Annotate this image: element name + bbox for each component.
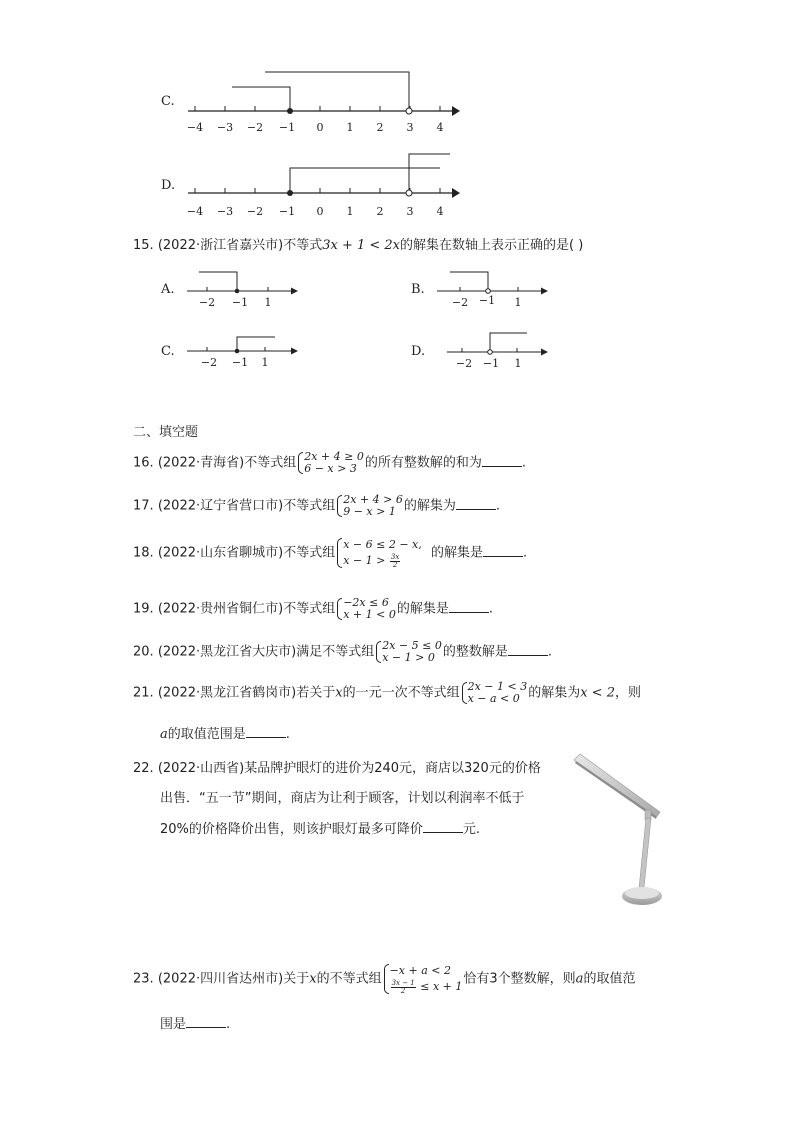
svg-text:1: 1 xyxy=(514,296,522,308)
svg-text:4: 4 xyxy=(436,205,444,218)
svg-text:−1: −1 xyxy=(278,205,296,218)
question-21-line-2 xyxy=(160,723,290,742)
variable-a: a xyxy=(160,727,168,742)
question-text-end: 的解集在数轴上表示正确的是( ) xyxy=(400,238,584,253)
question-number: 15. xyxy=(133,238,154,253)
question-22-line-2: 出售．“五一节”期间，商店为让利于顾客，计划以利润率不低于 xyxy=(160,791,525,806)
question-source: (2022·青海省) xyxy=(157,455,245,471)
answer-blank[interactable] xyxy=(456,497,496,510)
question-18 xyxy=(133,537,527,569)
svg-text:−2: −2 xyxy=(198,296,216,308)
question-text-end: 的所有整数解的和为 xyxy=(364,455,482,471)
question-text-end: 恰有3个整数解，则 xyxy=(463,971,576,987)
svg-text:−3: −3 xyxy=(216,205,234,218)
question-text: 关于 xyxy=(283,971,310,987)
answer-blank[interactable] xyxy=(483,544,523,557)
inequality-system: −2x ≤ 6 x + 1 < 0 xyxy=(336,597,396,621)
variable-a: a xyxy=(575,971,584,987)
question-text: 的取值范围是 xyxy=(167,727,246,742)
answer-blank[interactable] xyxy=(449,600,489,613)
inequality-system: 2x − 1 < 3 x − a < 0 xyxy=(461,681,528,705)
svg-text:0: 0 xyxy=(316,121,324,134)
q15-option-c-number-line xyxy=(185,330,305,370)
tick-labels xyxy=(187,205,444,218)
question-text-tail: 的取值范 xyxy=(583,971,636,987)
q15-option-c-label: C. xyxy=(161,344,175,359)
question-16 xyxy=(133,451,526,475)
question-text-mid: 的一元一次不等式组 xyxy=(342,685,460,701)
inequality-system: 2x − 5 ≤ 0 x − 1 > 0 xyxy=(375,640,442,664)
region-left xyxy=(290,168,440,193)
question-number: 18. xyxy=(133,545,154,561)
svg-text:0: 0 xyxy=(316,205,324,218)
period: . xyxy=(523,545,528,561)
question-text: 不等式组 xyxy=(244,455,297,471)
question-number: 20. xyxy=(133,644,154,660)
question-17 xyxy=(133,494,500,518)
period: . xyxy=(495,498,500,514)
axis-arrow xyxy=(452,188,460,198)
svg-text:2: 2 xyxy=(376,205,384,218)
question-text-end: 的解集为 xyxy=(528,685,581,701)
question-text-end: 的解集为 xyxy=(403,498,456,514)
svg-text:−2: −2 xyxy=(200,356,218,369)
question-line-1: (2022·山西省)某品牌护眼灯的进价为240元，商店以320元的价格 xyxy=(157,761,541,776)
svg-text:2: 2 xyxy=(376,121,384,134)
question-text-end: 的解集是 xyxy=(396,601,449,617)
question-source: (2022·贵州省铜仁市) xyxy=(157,601,284,617)
inequality-system: x − 6 ≤ 2 − x, x − 1 > $\frac{3x}{2}$ xyxy=(336,537,422,569)
question-text-end: 的解集是 xyxy=(431,545,484,561)
q14-option-c-label: C. xyxy=(161,94,175,109)
question-source: (2022·浙江省嘉兴市) xyxy=(157,238,284,253)
question-source: (2022·山东省聊城市) xyxy=(157,545,284,561)
period: . xyxy=(521,455,526,471)
question-source: (2022·四川省达州市) xyxy=(157,971,284,987)
svg-text:−1: −1 xyxy=(231,296,249,308)
variable-x: x xyxy=(309,971,317,987)
hollow-point xyxy=(406,108,412,114)
section-title: 二、填空题 xyxy=(133,425,199,440)
question-19 xyxy=(133,597,493,621)
solid-point xyxy=(287,108,293,114)
svg-text:1: 1 xyxy=(514,357,522,370)
svg-text:3: 3 xyxy=(406,121,414,134)
svg-text:−2: −2 xyxy=(246,121,264,134)
question-text: 不等式组 xyxy=(283,498,336,514)
svg-text:4: 4 xyxy=(436,121,444,134)
question-source: (2022·黑龙江省大庆市) xyxy=(157,644,297,660)
question-text: 若关于 xyxy=(296,685,336,701)
question-22 xyxy=(133,757,541,776)
question-number: 21. xyxy=(133,685,154,701)
desk-lamp-image xyxy=(572,750,664,912)
question-text-end: 的整数解是 xyxy=(442,644,508,660)
question-text-then: ，则 xyxy=(614,685,641,701)
question-text-end: 元. xyxy=(462,822,481,837)
question-23-line-2 xyxy=(160,1013,230,1032)
svg-text:−1: −1 xyxy=(482,357,500,370)
question-text: 不等式 xyxy=(283,238,323,253)
q15-option-a-label: A. xyxy=(161,282,175,297)
period: . xyxy=(547,644,552,660)
svg-text:1: 1 xyxy=(346,121,354,134)
inequality-system: 2x + 4 > 6 9 − x > 1 xyxy=(336,494,403,518)
answer-blank[interactable] xyxy=(423,820,463,833)
solution-set: x < 2 xyxy=(580,685,615,701)
question-20 xyxy=(133,640,552,664)
period: . xyxy=(488,601,493,617)
question-text-mid: 的不等式组 xyxy=(316,971,382,987)
q14-option-d-number-line xyxy=(180,148,470,223)
question-23 xyxy=(133,963,635,995)
tick-marks xyxy=(195,106,440,111)
q15-option-d-number-line xyxy=(445,330,565,370)
solid-point xyxy=(287,190,293,196)
answer-blank[interactable] xyxy=(482,454,522,467)
period: . xyxy=(226,1017,231,1032)
svg-text:1: 1 xyxy=(261,356,269,369)
svg-text:−2: −2 xyxy=(246,205,264,218)
inequality-system: 2x + 4 ≥ 0 6 − x > 3 xyxy=(297,451,364,475)
q15-option-b-number-line xyxy=(435,268,555,308)
question-text: 20%的价格降价出售，则该护眼灯最多可降价 xyxy=(160,822,423,837)
svg-text:−4: −4 xyxy=(186,121,204,134)
q14-option-c-number-line xyxy=(180,64,470,139)
answer-blank[interactable] xyxy=(186,1015,226,1028)
question-text: 不等式组 xyxy=(283,545,336,561)
svg-text:−3: −3 xyxy=(216,121,234,134)
region-right xyxy=(409,154,450,193)
axis-arrow xyxy=(452,106,460,116)
question-number: 19. xyxy=(133,601,154,617)
variable-x: x xyxy=(335,685,343,701)
question-source: (2022·黑龙江省鹤岗市) xyxy=(157,685,297,701)
svg-text:−1: −1 xyxy=(478,294,496,307)
q15-option-a-number-line xyxy=(185,268,305,308)
question-text: 围是 xyxy=(160,1017,187,1032)
svg-text:−2: −2 xyxy=(455,357,473,370)
tick-labels xyxy=(187,121,444,134)
question-source: (2022·辽宁省营口市) xyxy=(157,498,284,514)
svg-text:1: 1 xyxy=(264,296,272,308)
svg-text:−1: −1 xyxy=(231,356,249,369)
svg-text:1: 1 xyxy=(346,205,354,218)
answer-blank[interactable] xyxy=(508,643,548,656)
region-left xyxy=(232,87,290,111)
inequality-system: −x + a < 2 $\frac{3x - 1}{2}$ ≤ x + 1 xyxy=(383,963,463,995)
svg-text:−1: −1 xyxy=(278,121,296,134)
question-number: 22. xyxy=(133,761,154,776)
svg-text:3: 3 xyxy=(406,205,414,218)
question-text: 不等式组 xyxy=(283,601,336,617)
question-15 xyxy=(133,234,583,253)
tick-marks xyxy=(195,188,440,193)
question-number: 16. xyxy=(133,455,154,471)
q15-option-d-label: D. xyxy=(411,344,426,359)
q15-option-b-label: B. xyxy=(411,282,425,297)
q14-option-d-label: D. xyxy=(161,178,176,193)
question-text: 满足不等式组 xyxy=(296,644,375,660)
svg-text:−2: −2 xyxy=(451,296,469,308)
inequality: 3x + 1 < 2x xyxy=(322,238,401,253)
question-number: 23. xyxy=(133,971,154,987)
question-number: 17. xyxy=(133,498,154,514)
hollow-point xyxy=(406,190,412,196)
region-right xyxy=(265,72,409,111)
answer-blank[interactable] xyxy=(246,725,286,738)
svg-text:−4: −4 xyxy=(186,205,204,218)
question-21 xyxy=(133,681,641,705)
question-22-line-3 xyxy=(160,818,480,837)
period: . xyxy=(285,727,290,742)
